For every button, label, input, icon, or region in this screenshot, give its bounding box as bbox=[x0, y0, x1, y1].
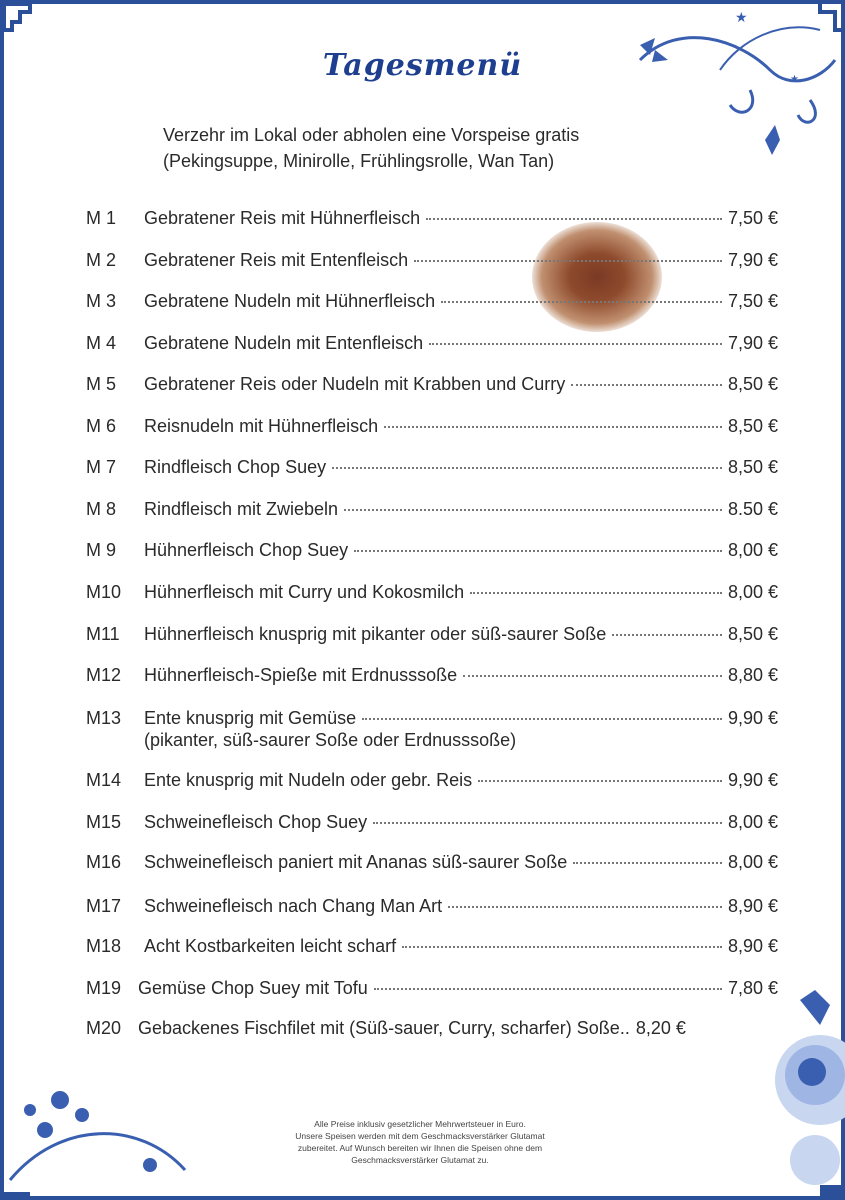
item-code: M11 bbox=[86, 624, 120, 644]
leader-dots bbox=[402, 945, 722, 948]
item-price: 7,80 € bbox=[727, 978, 778, 998]
item-code: M 3 bbox=[86, 291, 117, 311]
item-name: Schweinefleisch Chop Suey bbox=[144, 812, 368, 832]
leader-dots bbox=[470, 591, 722, 594]
menu-item bbox=[86, 250, 778, 276]
item-code: M17 bbox=[86, 896, 122, 916]
item-code: M12 bbox=[86, 665, 122, 685]
intro-line-1: Verzehr im Lokal oder abholen eine Vorspeise gratis bbox=[163, 125, 580, 145]
menu-item bbox=[86, 540, 778, 566]
floral-ornament-bottom-left-icon bbox=[0, 1060, 200, 1200]
intro-text bbox=[163, 122, 579, 174]
leader-dots bbox=[448, 905, 722, 908]
item-price: 7,50 € bbox=[727, 291, 778, 311]
leader-dots bbox=[571, 383, 722, 386]
item-code: M 4 bbox=[86, 333, 117, 353]
leader-dots bbox=[332, 466, 722, 469]
item-price: 8,50 € bbox=[727, 624, 778, 644]
item-name: Ente knusprig mit Gemüse bbox=[144, 708, 357, 728]
leader-dots bbox=[478, 779, 722, 782]
footer-line-3: zubereitet. Auf Wunsch bereiten wir Ihnen die Speisen ohne dem bbox=[297, 1143, 543, 1153]
item-price: 8,90 € bbox=[727, 936, 778, 956]
leader-dots bbox=[426, 217, 722, 220]
item-code: M15 bbox=[86, 812, 122, 832]
item-name: Gebratene Nudeln mit Entenfleisch bbox=[144, 333, 424, 353]
menu-item bbox=[86, 208, 778, 234]
item-name: Gebratener Reis mit Hühnerfleisch bbox=[144, 208, 421, 228]
item-price: 8,00 € bbox=[727, 812, 778, 832]
item-code: M 2 bbox=[86, 250, 117, 270]
item-name: Ente knusprig mit Nudeln oder gebr. Reis bbox=[144, 770, 473, 790]
menu-item bbox=[86, 978, 778, 1004]
menu-item bbox=[86, 333, 778, 359]
page-border-left bbox=[0, 0, 4, 1200]
item-price: 8,50 € bbox=[727, 457, 778, 477]
item-code: M 9 bbox=[86, 540, 117, 560]
menu-item bbox=[86, 852, 778, 878]
leader-dots bbox=[362, 717, 722, 720]
leader-dots bbox=[463, 674, 722, 677]
leader-dots bbox=[429, 342, 722, 345]
item-name: Rindfleisch Chop Suey bbox=[144, 457, 327, 477]
item-code: M 6 bbox=[86, 416, 117, 436]
item-price: 8,00 € bbox=[727, 852, 778, 872]
item-name: Acht Kostbarkeiten leicht scharf bbox=[144, 936, 397, 956]
page-title: Tagesmenü bbox=[322, 48, 523, 83]
item-price: 7,90 € bbox=[727, 250, 778, 270]
leader-dots bbox=[373, 821, 722, 824]
leader-dots bbox=[441, 300, 722, 303]
menu-item bbox=[86, 624, 778, 650]
item-name: Schweinefleisch nach Chang Man Art bbox=[144, 896, 443, 916]
item-name: Hühnerfleisch mit Curry und Kokosmilch bbox=[144, 582, 465, 602]
item-name: Gebratene Nudeln mit Hühnerfleisch bbox=[144, 291, 436, 311]
leader-dots bbox=[612, 633, 722, 636]
item-name: Hühnerfleisch-Spieße mit Erdnusssoße bbox=[144, 665, 458, 685]
item-name: Gebratener Reis oder Nudeln mit Krabben und Curry bbox=[144, 374, 566, 394]
intro-line-2: (Pekingsuppe, Minirolle, Frühlingsrolle, Wan Tan) bbox=[163, 151, 555, 171]
footer-line-2: Unsere Speisen werden mit dem Geschmacksverstärker Glutamat bbox=[295, 1131, 545, 1141]
item-price: 7,90 € bbox=[727, 333, 778, 353]
menu-item bbox=[86, 291, 778, 317]
item-code: M18 bbox=[86, 936, 122, 956]
menu-item bbox=[86, 1018, 778, 1044]
item-price: 7,50 € bbox=[727, 208, 778, 228]
item-code: M 5 bbox=[86, 374, 117, 394]
svg-text:★: ★ bbox=[735, 9, 748, 25]
item-price: 8,20 € bbox=[635, 1018, 686, 1038]
item-name: Hühnerfleisch Chop Suey bbox=[144, 540, 349, 560]
menu-item bbox=[86, 416, 778, 442]
item-price: 8,00 € bbox=[727, 582, 778, 602]
menu-item bbox=[86, 770, 778, 796]
item-price: 8,00 € bbox=[727, 540, 778, 560]
item-price: 8.50 € bbox=[727, 499, 778, 519]
item-price: 8,90 € bbox=[727, 896, 778, 916]
item-name: Rindfleisch mit Zwiebeln bbox=[144, 499, 339, 519]
item-code: M20 bbox=[86, 1018, 122, 1038]
item-price: 9,90 € bbox=[727, 708, 778, 728]
footer-line-1: Alle Preise inklusiv gesetzlicher Mehrwertsteuer in Euro. bbox=[314, 1119, 526, 1129]
leader-dots bbox=[354, 549, 722, 552]
menu-item bbox=[86, 896, 778, 922]
menu-item bbox=[86, 582, 778, 608]
item-name: Reisnudeln mit Hühnerfleisch bbox=[144, 416, 379, 436]
leader-dots bbox=[374, 987, 722, 990]
item-price: 8,50 € bbox=[727, 416, 778, 436]
menu-item bbox=[86, 374, 778, 400]
item-subtitle: (pikanter, süß-saurer Soße oder Erdnusssoße) bbox=[144, 730, 517, 750]
item-price: 8,50 € bbox=[727, 374, 778, 394]
item-name: Schweinefleisch paniert mit Ananas süß-saurer Soße bbox=[144, 852, 568, 872]
item-name: Hühnerfleisch knusprig mit pikanter oder süß-saurer Soße bbox=[144, 624, 607, 644]
leader-dots bbox=[384, 425, 722, 428]
item-price: 9,90 € bbox=[727, 770, 778, 790]
menu-item bbox=[86, 665, 778, 691]
menu-item bbox=[86, 936, 778, 962]
item-price: 8,80 € bbox=[727, 665, 778, 685]
item-code: M19 bbox=[86, 978, 122, 998]
peony-ornament-bottom-right-icon bbox=[760, 990, 845, 1200]
menu-item bbox=[86, 812, 778, 838]
leader-dots bbox=[573, 861, 722, 864]
leader-dots bbox=[344, 508, 722, 511]
footer-note bbox=[230, 1118, 610, 1166]
item-code: M14 bbox=[86, 770, 122, 790]
menu-item bbox=[86, 499, 778, 525]
item-name: Gebackenes Fischfilet mit (Süß-sauer, Curry, scharfer) Soße.. bbox=[138, 1018, 630, 1038]
corner-ornament-top-left-icon bbox=[0, 0, 40, 40]
leader-dots bbox=[414, 259, 722, 262]
item-code: M 8 bbox=[86, 499, 117, 519]
item-code: M10 bbox=[86, 582, 122, 602]
footer-line-4: Geschmacksverstärker Glutamat zu. bbox=[351, 1155, 489, 1165]
menu-item bbox=[86, 708, 778, 750]
item-code: M13 bbox=[86, 708, 122, 728]
item-name: Gemüse Chop Suey mit Tofu bbox=[138, 978, 368, 998]
item-code: M16 bbox=[86, 852, 122, 872]
item-code: M 7 bbox=[86, 457, 117, 477]
menu-item bbox=[86, 457, 778, 483]
item-code: M 1 bbox=[86, 208, 117, 228]
item-name: Gebratener Reis mit Entenfleisch bbox=[144, 250, 409, 270]
svg-text:★: ★ bbox=[790, 74, 799, 85]
